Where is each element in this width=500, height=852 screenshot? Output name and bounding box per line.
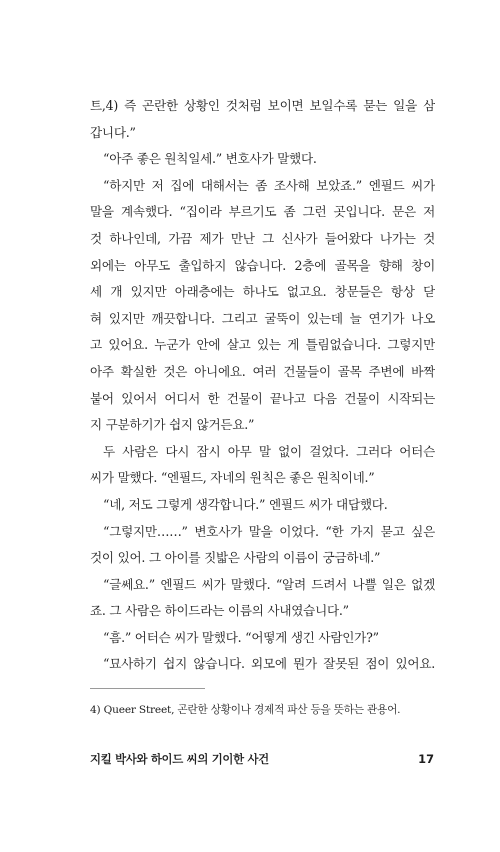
text-line: “그렇지만……” 변호사가 말을 이었다. “한 가지 묻고 싶은 <box>103 523 435 539</box>
text-line: 씨가 말했다. “엔필드, 자네의 원칙은 좋은 원칙이네.” <box>90 470 375 486</box>
text-line: 갑니다.” <box>90 124 136 140</box>
text-line: 죠. 그 사람은 하이드라는 이름의 사내였습니다.” <box>90 603 349 619</box>
text-line: “네, 저도 그렇게 생각합니다.” 엔필드 씨가 대답했다. <box>103 496 388 512</box>
text-line: 세 개 있지만 아래층에는 하나도 없고요. 창문들은 항상 닫 <box>90 284 435 300</box>
text-line: 말을 계속했다. “집이라 부르기도 좀 그런 곳입니다. 문은 저 <box>90 204 435 220</box>
body-text <box>90 93 435 678</box>
text-line: “글쎄요.” 엔필드 씨가 말했다. “알려 드려서 나쁠 일은 없겠 <box>103 576 435 592</box>
text-line: 아주 확실한 것은 아니에요. 여러 건물들이 골목 주변에 바짝 <box>90 363 435 379</box>
text-line: 것이 있어. 그 아이를 짓밟은 사람의 이름이 궁금하네.” <box>90 550 381 566</box>
text-line: 트,4) 즉 곤란한 상황인 것처럼 보이면 보일수록 묻는 일을 삼 <box>90 98 435 113</box>
running-head-title: 지킬 박사와 하이드 씨의 기이한 사건 <box>90 752 269 766</box>
text-line: 외에는 아무도 출입하지 않습니다. 2층에 골목을 향해 창이 <box>90 257 435 273</box>
text-line: “흠.” 어터슨 씨가 말했다. “어떻게 생긴 사람인가?” <box>103 629 379 645</box>
text-line: “하지만 저 집에 대해서는 좀 조사해 보았죠.” 엔필드 씨가 <box>103 177 435 193</box>
text-line: “아주 좋은 원칙일세.” 변호사가 말했다. <box>103 151 317 167</box>
text-line: 두 사람은 다시 잠시 아무 말 없이 걸었다. 그러다 어터슨 <box>103 443 435 459</box>
page-number: 17 <box>418 752 434 766</box>
footnote: 4) Queer Street, 곤란한 상황이나 경제적 파산 등을 뜻하는 관용어. <box>90 704 401 716</box>
text-line: 지 구분하기가 쉽지 않거든요.” <box>90 417 255 433</box>
text-line: 붙어 있어서 어디서 한 건물이 끝나고 다음 건물이 시작되는 <box>90 390 435 406</box>
text-line: 혀 있지만 깨끗합니다. 그리고 굴뚝이 있는데 늘 연기가 나오 <box>90 310 435 326</box>
text-line: “묘사하기 쉽지 않습니다. 외모에 뭔가 잘못된 점이 있어요. <box>103 656 435 672</box>
text-line: 것 하나인데, 가끔 제가 만난 그 신사가 들어왔다 나가는 것 <box>90 230 435 246</box>
footnote-divider <box>90 688 205 689</box>
text-line: 고 있어요. 누군가 안에 살고 있는 게 틀림없습니다. 그렇지만 <box>90 337 435 353</box>
